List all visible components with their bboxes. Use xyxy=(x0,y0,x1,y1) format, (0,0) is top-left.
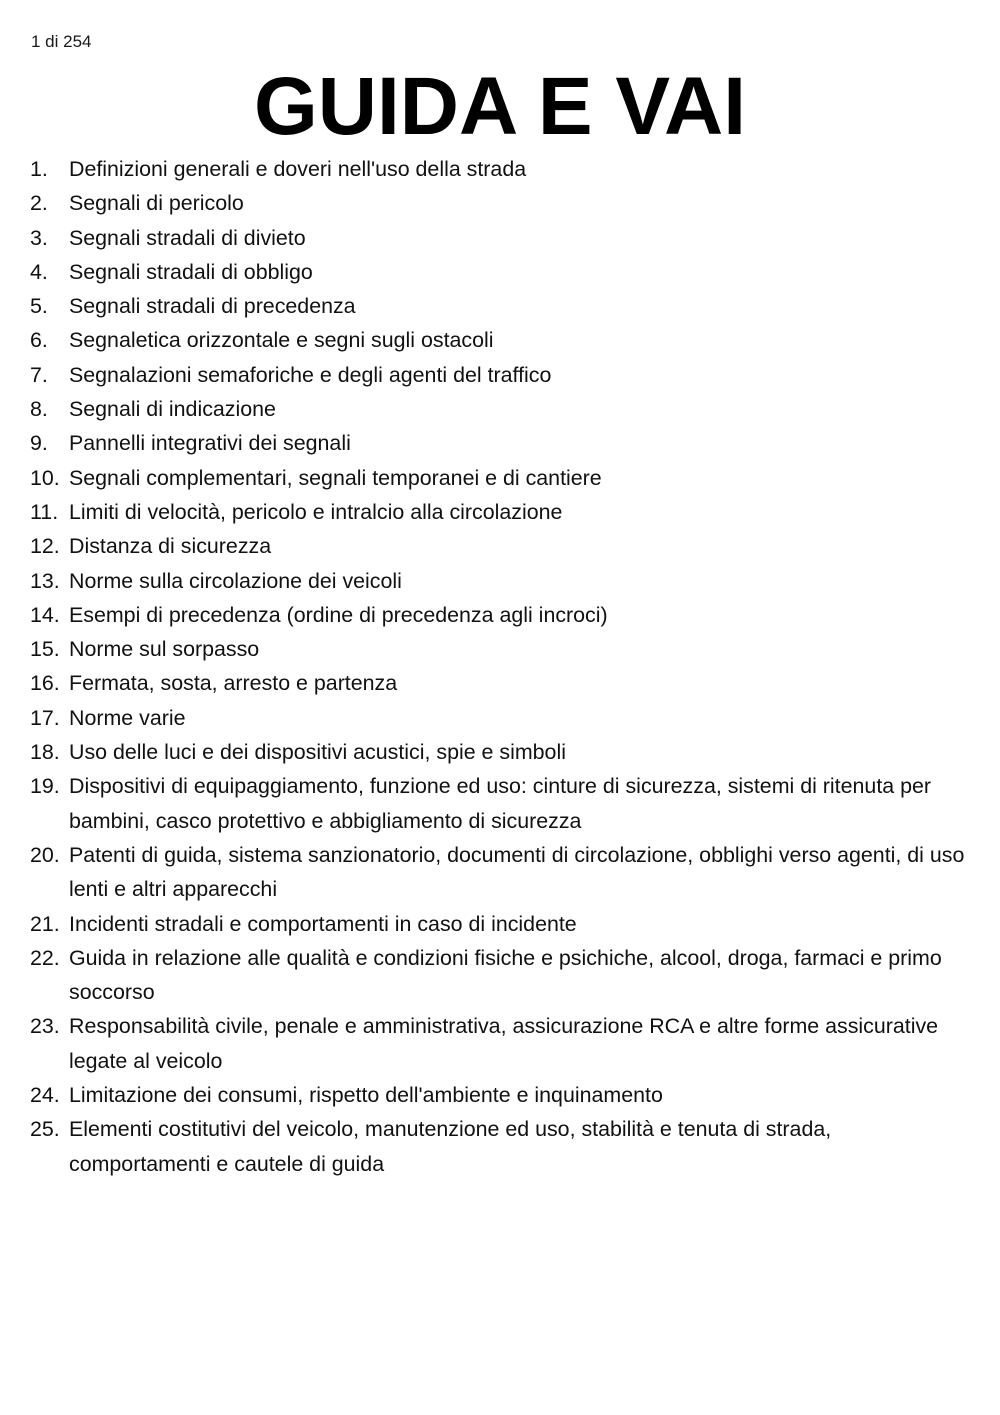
toc-item-text: Responsabilità civile, penale e amministrativa, assicurazione RCA e altre forme assicurative legate al veicolo xyxy=(69,1014,939,1073)
toc-item-number: 17. xyxy=(30,705,60,730)
toc-item-text: Segnali di indicazione xyxy=(69,397,276,422)
toc-item[interactable] xyxy=(30,598,975,632)
toc-item-number: 4. xyxy=(30,259,48,284)
toc-item-number: 11. xyxy=(30,499,59,524)
toc-item[interactable] xyxy=(30,1112,975,1181)
toc-item-text: Segnali complementari, segnali temporanei e di cantiere xyxy=(69,465,602,490)
toc-item-number: 15. xyxy=(30,637,60,662)
toc-item-text: Guida in relazione alle qualità e condizioni fisiche e psichiche, alcool, droga, farmaci e primo soccorso xyxy=(69,945,942,1005)
toc-item-text: Elementi costitutivi del veicolo, manutenzione ed uso, stabilità e tenuta di strada, comportamenti e cautele di guida xyxy=(69,1117,832,1176)
toc-item-number: 24. xyxy=(30,1083,60,1108)
toc-item[interactable] xyxy=(30,632,975,666)
page-counter: 1 di 254 xyxy=(31,32,92,51)
toc-item-number: 20. xyxy=(30,842,60,867)
toc-item-text: Limitazione dei consumi, rispetto dell'ambiente e inquinamento xyxy=(69,1083,663,1108)
toc-item-number: 16. xyxy=(30,671,60,696)
toc-item[interactable] xyxy=(30,564,975,598)
toc-item-number: 12. xyxy=(30,534,60,559)
toc-item-text: Fermata, sosta, arresto e partenza xyxy=(69,671,398,696)
toc-item[interactable] xyxy=(30,941,975,1010)
toc-item-number: 18. xyxy=(30,740,60,765)
toc-item-text: Pannelli integrativi dei segnali xyxy=(69,431,351,456)
toc-item-text: Norme varie xyxy=(69,705,186,730)
toc-item[interactable] xyxy=(30,152,975,186)
toc-item-text: Segnalazioni semaforiche e degli agenti del traffico xyxy=(69,362,552,387)
toc-item[interactable] xyxy=(30,461,975,495)
table-of-contents xyxy=(30,152,975,1181)
toc-item-text: Segnali stradali di obbligo xyxy=(69,259,313,284)
toc-item-text: Dispositivi di equipaggiamento, funzione ed uso: cinture di sicurezza, sistemi di ritenuta per bambini, casco protettivo e abbigliamento di sicurezza xyxy=(69,774,932,833)
toc-item[interactable] xyxy=(30,255,975,289)
toc-item[interactable] xyxy=(30,1009,975,1078)
toc-item-number: 7. xyxy=(30,362,48,387)
toc-item[interactable] xyxy=(30,1078,975,1112)
toc-item-number: 1. xyxy=(30,157,48,181)
toc-item-text: Limiti di velocità, pericolo e intralcio alla circolazione xyxy=(69,499,563,524)
toc-item[interactable] xyxy=(30,769,975,838)
toc-item-number: 14. xyxy=(30,602,60,627)
toc-item-number: 10. xyxy=(30,465,60,490)
toc-item[interactable] xyxy=(30,358,975,392)
toc-item-text: Norme sul sorpasso xyxy=(69,637,260,662)
toc-item-text: Incidenti stradali e comportamenti in caso di incidente xyxy=(69,911,577,936)
toc-item-number: 2. xyxy=(30,191,48,216)
toc-item-number: 25. xyxy=(30,1117,60,1142)
toc-item-text: Segnali stradali di divieto xyxy=(69,225,306,250)
toc-item[interactable] xyxy=(30,735,975,769)
toc-item[interactable] xyxy=(30,529,975,563)
toc-item-number: 23. xyxy=(30,1014,60,1039)
toc-item[interactable] xyxy=(30,666,975,700)
toc-item-number: 3. xyxy=(30,225,48,250)
toc-item[interactable] xyxy=(30,495,975,529)
toc-item-number: 19. xyxy=(30,774,60,799)
toc-item-text: Definizioni generali e doveri nell'uso della strada xyxy=(69,157,527,181)
toc-item[interactable] xyxy=(30,186,975,220)
toc-item-text: Norme sulla circolazione dei veicoli xyxy=(69,568,402,593)
toc-item-number: 9. xyxy=(30,431,48,456)
toc-item-number: 13. xyxy=(30,568,60,593)
toc-item[interactable] xyxy=(30,221,975,255)
toc-item-text: Uso delle luci e dei dispositivi acustici, spie e simboli xyxy=(69,740,566,765)
toc-item-number: 21. xyxy=(30,911,60,936)
toc-item-text: Esempi di precedenza (ordine di precedenza agli incroci) xyxy=(69,602,608,627)
toc-item-number: 5. xyxy=(30,294,48,319)
toc-item[interactable] xyxy=(30,392,975,426)
toc-item[interactable] xyxy=(30,426,975,460)
toc-item-text: Distanza di sicurezza xyxy=(69,534,272,559)
toc-item[interactable] xyxy=(30,323,975,357)
toc-item[interactable] xyxy=(30,838,975,907)
toc-item[interactable] xyxy=(30,289,975,323)
toc-item-number: 8. xyxy=(30,397,48,422)
toc-item-text: Patenti di guida, sistema sanzionatorio, documenti di circolazione, obblighi verso agenti, di uso lenti e altri apparecchi xyxy=(69,842,965,902)
toc-item-text: Segnaletica orizzontale e segni sugli ostacoli xyxy=(69,328,494,353)
toc-item-text: Segnali stradali di precedenza xyxy=(69,294,356,319)
document-title: GUIDA E VAI xyxy=(253,61,747,152)
toc-item-number: 6. xyxy=(30,328,48,353)
toc-item-number: 22. xyxy=(30,945,60,970)
toc-item[interactable] xyxy=(30,701,975,735)
toc-item-text: Segnali di pericolo xyxy=(69,191,244,216)
toc-item[interactable] xyxy=(30,907,975,941)
